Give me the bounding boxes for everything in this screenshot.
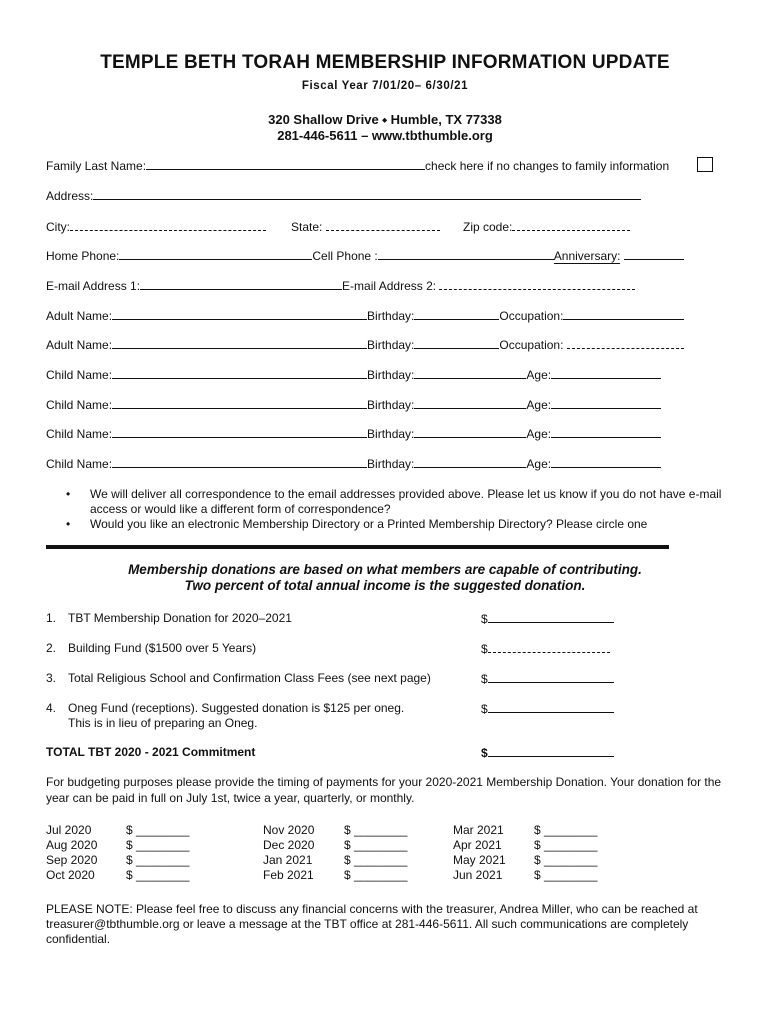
amount-field[interactable] (488, 671, 614, 683)
occupation-field[interactable] (567, 337, 684, 349)
schedule-col1-months: Jul 2020 Aug 2020 Sep 2020 Oct 2020 (46, 823, 98, 882)
no-changes-checkbox[interactable] (697, 157, 713, 172)
child-name-field[interactable] (112, 397, 367, 409)
age-field[interactable] (551, 397, 661, 409)
birthday-label: Birthday: (367, 338, 415, 352)
address-row (46, 188, 641, 203)
anniversary-field[interactable] (624, 248, 684, 260)
child-row (46, 367, 661, 382)
bullet-item: • We will deliver all correspondence to the email addresses provided above. Please let us know if you do not have e-mail access or would like a different form of correspondence? (66, 487, 722, 516)
cell-phone-field[interactable] (378, 248, 554, 260)
city-row (46, 219, 266, 234)
adult-name-label: Adult Name: (46, 309, 113, 323)
age-label: Age: (526, 368, 552, 382)
total-amount: $ (481, 745, 614, 760)
child-name-field[interactable] (112, 426, 367, 438)
family-last-name-field[interactable] (146, 158, 425, 170)
zip-row (463, 219, 630, 234)
contact-line: 281-446-5611 – www.tbthumble.org (277, 128, 493, 143)
anniversary-label: Anniversary: (553, 249, 621, 263)
occupation-field[interactable] (563, 308, 684, 320)
bullet-item: • Would you like an electronic Membership Directory or a Printed Membership Directory? Please circle one (66, 517, 648, 531)
email2-field[interactable] (439, 278, 635, 290)
age-label: Age: (526, 398, 552, 412)
bullet-dot-icon: • (66, 517, 71, 531)
item-amount: $ (481, 671, 614, 686)
fiscal-year: Fiscal Year 7/01/20– 6/30/21 (301, 80, 469, 92)
occupation-label: Occupation: (499, 309, 564, 323)
child-name-field[interactable] (112, 367, 367, 379)
birthday-label: Birthday: (367, 457, 415, 471)
state-row (291, 219, 440, 234)
city-label: City: (46, 220, 70, 234)
adult-row (46, 308, 684, 323)
amount-field[interactable] (488, 611, 614, 623)
child-name-label: Child Name: (46, 398, 113, 412)
birthday-field[interactable] (414, 367, 526, 379)
age-field[interactable] (551, 456, 661, 468)
birthday-field[interactable] (414, 337, 499, 349)
adult-name-field[interactable] (112, 337, 367, 349)
birthday-field[interactable] (414, 426, 526, 438)
home-phone-field[interactable] (119, 248, 312, 260)
schedule-col1-amounts[interactable]: $ ________ $ ________ $ ________ $ ________ (126, 823, 190, 882)
age-label: Age: (526, 457, 552, 471)
zip-field[interactable] (512, 219, 630, 231)
item-amount: $ (481, 701, 614, 716)
birthday-label: Birthday: (367, 309, 415, 323)
schedule-col3-amounts[interactable]: $ ________ $ ________ $ ________ $ ________ (534, 823, 598, 882)
phone-row (46, 248, 684, 263)
item-number: 3. (46, 671, 57, 685)
occupation-label: Occupation: (499, 338, 564, 352)
state-field[interactable] (326, 219, 440, 231)
item-text: Total Religious School and Confirmation Class Fees (see next page) (68, 671, 431, 685)
child-name-label: Child Name: (46, 368, 113, 382)
email1-label: E-mail Address 1: (46, 279, 141, 293)
address-field[interactable] (93, 188, 641, 200)
email1-field[interactable] (140, 278, 342, 290)
donation-header-line1: Membership donations are based on what members are capable of contributing. (128, 562, 642, 577)
adult-row (46, 337, 684, 352)
zip-label: Zip code: (463, 220, 513, 234)
family-last-name-row (46, 158, 669, 173)
cell-phone-label: Cell Phone : (312, 249, 378, 263)
item-number: 1. (46, 611, 57, 625)
address-line: 320 Shallow Drive ⬩ Humble, TX 77338 (268, 112, 502, 127)
item-number: 2. (46, 641, 57, 655)
child-row (46, 456, 661, 471)
page-title: TEMPLE BETH TORAH MEMBERSHIP INFORMATION UPDATE (100, 52, 670, 73)
birthday-field[interactable] (414, 308, 499, 320)
birthday-field[interactable] (414, 397, 526, 409)
email-row (46, 278, 635, 293)
adult-name-label: Adult Name: (46, 338, 113, 352)
donation-header-line2: Two percent of total annual income is the suggested donation. (184, 578, 586, 593)
schedule-col2-amounts[interactable]: $ ________ $ ________ $ ________ $ ________ (344, 823, 408, 882)
item-text: TBT Membership Donation for 2020–2021 (68, 611, 292, 625)
section-divider (46, 545, 669, 549)
child-name-field[interactable] (112, 456, 367, 468)
age-field[interactable] (551, 367, 661, 379)
amount-field[interactable] (488, 641, 610, 653)
item-amount: $ (481, 641, 610, 656)
child-row (46, 426, 661, 441)
item-text: Building Fund ($1500 over 5 Years) (68, 641, 257, 655)
item-text-line2: This is in lieu of preparing an Oneg. (68, 716, 258, 730)
birthday-field[interactable] (414, 456, 526, 468)
total-label: TOTAL TBT 2020 - 2021 Commitment (46, 745, 256, 759)
age-field[interactable] (551, 426, 661, 438)
adult-name-field[interactable] (112, 308, 367, 320)
email2-label: E-mail Address 2: (342, 279, 437, 293)
amount-field[interactable] (488, 701, 614, 713)
note-text: PLEASE NOTE: Please feel free to discuss any financial concerns with the treasurer, Andrea Miller, who can be reached at treasurer@tbthumble.org or leave a message at the TBT office at 281-446-5611. All such communications are completely confidential. (46, 902, 698, 946)
bullet-list (64, 487, 724, 532)
no-changes-label: check here if no changes to family information (425, 159, 670, 173)
state-label: State: (291, 220, 323, 234)
item-number: 4. (46, 701, 57, 715)
city-field[interactable] (70, 219, 266, 231)
home-phone-label: Home Phone: (46, 249, 120, 263)
age-label: Age: (526, 427, 552, 441)
birthday-label: Birthday: (367, 368, 415, 382)
address-label: Address: (46, 189, 94, 203)
schedule-col2-months: Nov 2020 Dec 2020 Jan 2021 Feb 2021 (263, 823, 315, 882)
child-row (46, 397, 661, 412)
bullet-dot-icon: • (66, 487, 71, 501)
total-field[interactable] (488, 745, 614, 757)
schedule-col3-months: Mar 2021 Apr 2021 May 2021 Jun 2021 (453, 823, 506, 882)
birthday-label: Birthday: (367, 398, 415, 412)
birthday-label: Birthday: (367, 427, 415, 441)
item-amount: $ (481, 611, 614, 626)
child-name-label: Child Name: (46, 427, 113, 441)
family-last-name-label: Family Last Name: (46, 159, 147, 173)
child-name-label: Child Name: (46, 457, 113, 471)
budget-text: For budgeting purposes please provide the timing of payments for your 2020-2021 Membership Donation. Your donation for the year can be paid in full on July 1st, twice a year, quarterly, or monthly. (46, 775, 722, 805)
item-text: Oneg Fund (receptions). Suggested donation is $125 per oneg. (68, 701, 405, 715)
